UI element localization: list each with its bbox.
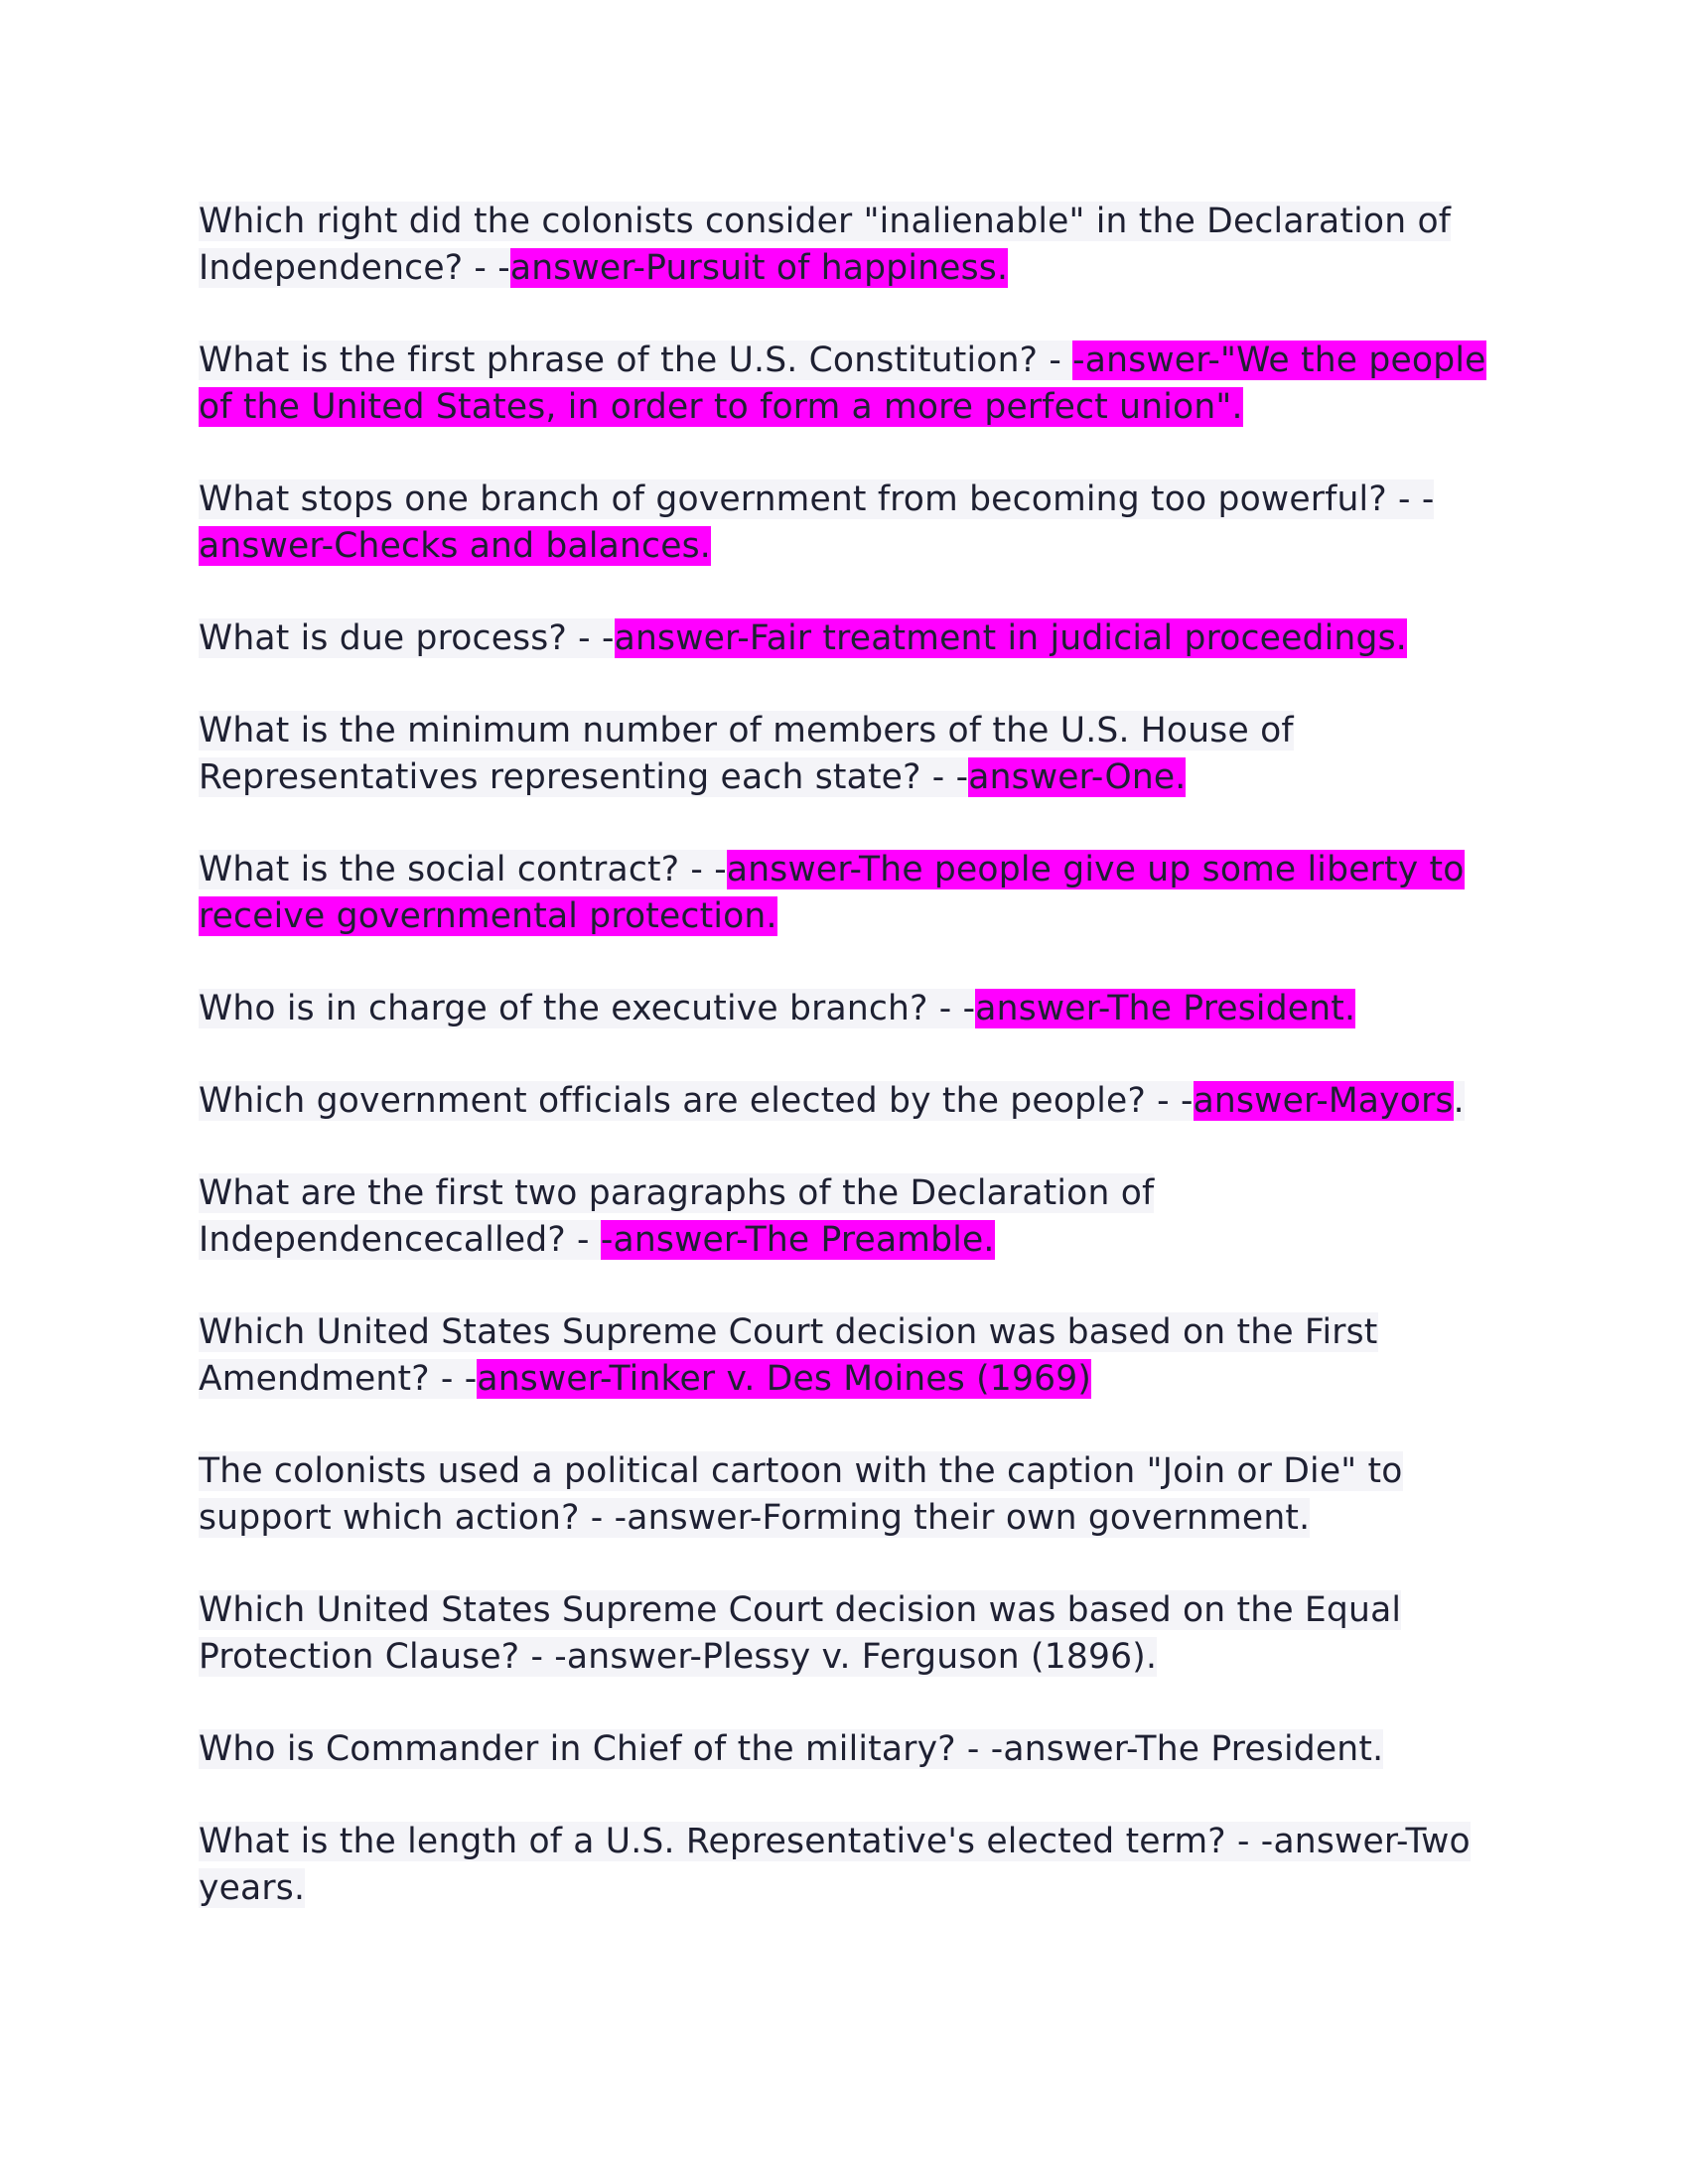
highlighted-answer: answer-One. [968,757,1187,797]
qa-item-3 [199,477,1509,570]
question-text: What are the first two paragraphs of the Declaration of Independencecalled? - [199,1173,1155,1260]
highlighted-answer: -answer-The Preamble. [600,1220,995,1260]
qa-item-14 [199,1819,1509,1912]
trailing-punctuation: . [1453,1081,1465,1121]
question-text: What is due process? - - [199,618,615,658]
highlighted-answer: answer-The people give up some liberty to receive governmental protection. [199,850,1465,936]
highlighted-answer: answer-Fair treatment in judicial proceedings. [614,618,1407,658]
highlighted-answer: answer-Tinker v. Des Moines (1969) [477,1359,1092,1399]
highlighted-answer: answer-Mayors [1193,1081,1454,1121]
question-text: What is the social contract? - - [199,850,727,889]
qa-item-7 [199,986,1509,1032]
question-text: Which government officials are elected by the people? - - [199,1081,1194,1121]
question-answer-text: Who is Commander in Chief of the military? - -answer-The President. [199,1729,1384,1769]
question-text: Which right did the colonists consider "inalienable" in the Declaration of Independence? - - [199,202,1452,288]
qa-item-13 [199,1726,1509,1773]
highlighted-answer: -answer-"We the people of the United States, in order to form a more perfect union". [199,341,1486,427]
qa-item-9 [199,1170,1509,1264]
qa-item-5 [199,708,1509,801]
highlighted-answer: answer-Pursuit of happiness. [509,248,1009,288]
question-text: What is the minimum number of members of the U.S. House of Representatives representing each state? - - [199,711,1294,797]
question-text: Who is in charge of the executive branch? - - [199,989,976,1028]
qa-item-2 [199,338,1509,431]
qa-item-11 [199,1448,1509,1542]
qa-item-4 [199,615,1509,662]
question-answer-text: Which United States Supreme Court decision was based on the Equal Protection Clause? - -answer-Plessy v. Ferguson (1896). [199,1590,1402,1677]
question-answer-text: What is the length of a U.S. Representative's elected term? - -answer-Two years. [199,1822,1471,1908]
question-answer-text: The colonists used a political cartoon with the caption "Join or Die" to support which action? - -answer-Forming their own government. [199,1451,1403,1538]
qa-item-8 [199,1078,1509,1125]
document-page [199,199,1509,1958]
qa-item-1 [199,199,1509,292]
qa-item-10 [199,1309,1509,1403]
qa-item-6 [199,847,1509,940]
highlighted-answer: answer-Checks and balances. [199,526,711,566]
qa-item-12 [199,1587,1509,1681]
question-text: What stops one branch of government from becoming too powerful? - - [199,479,1435,519]
question-text: What is the first phrase of the U.S. Constitution? - [199,341,1073,380]
highlighted-answer: answer-The President. [975,989,1356,1028]
question-text: Which United States Supreme Court decision was based on the First Amendment? - - [199,1312,1378,1399]
